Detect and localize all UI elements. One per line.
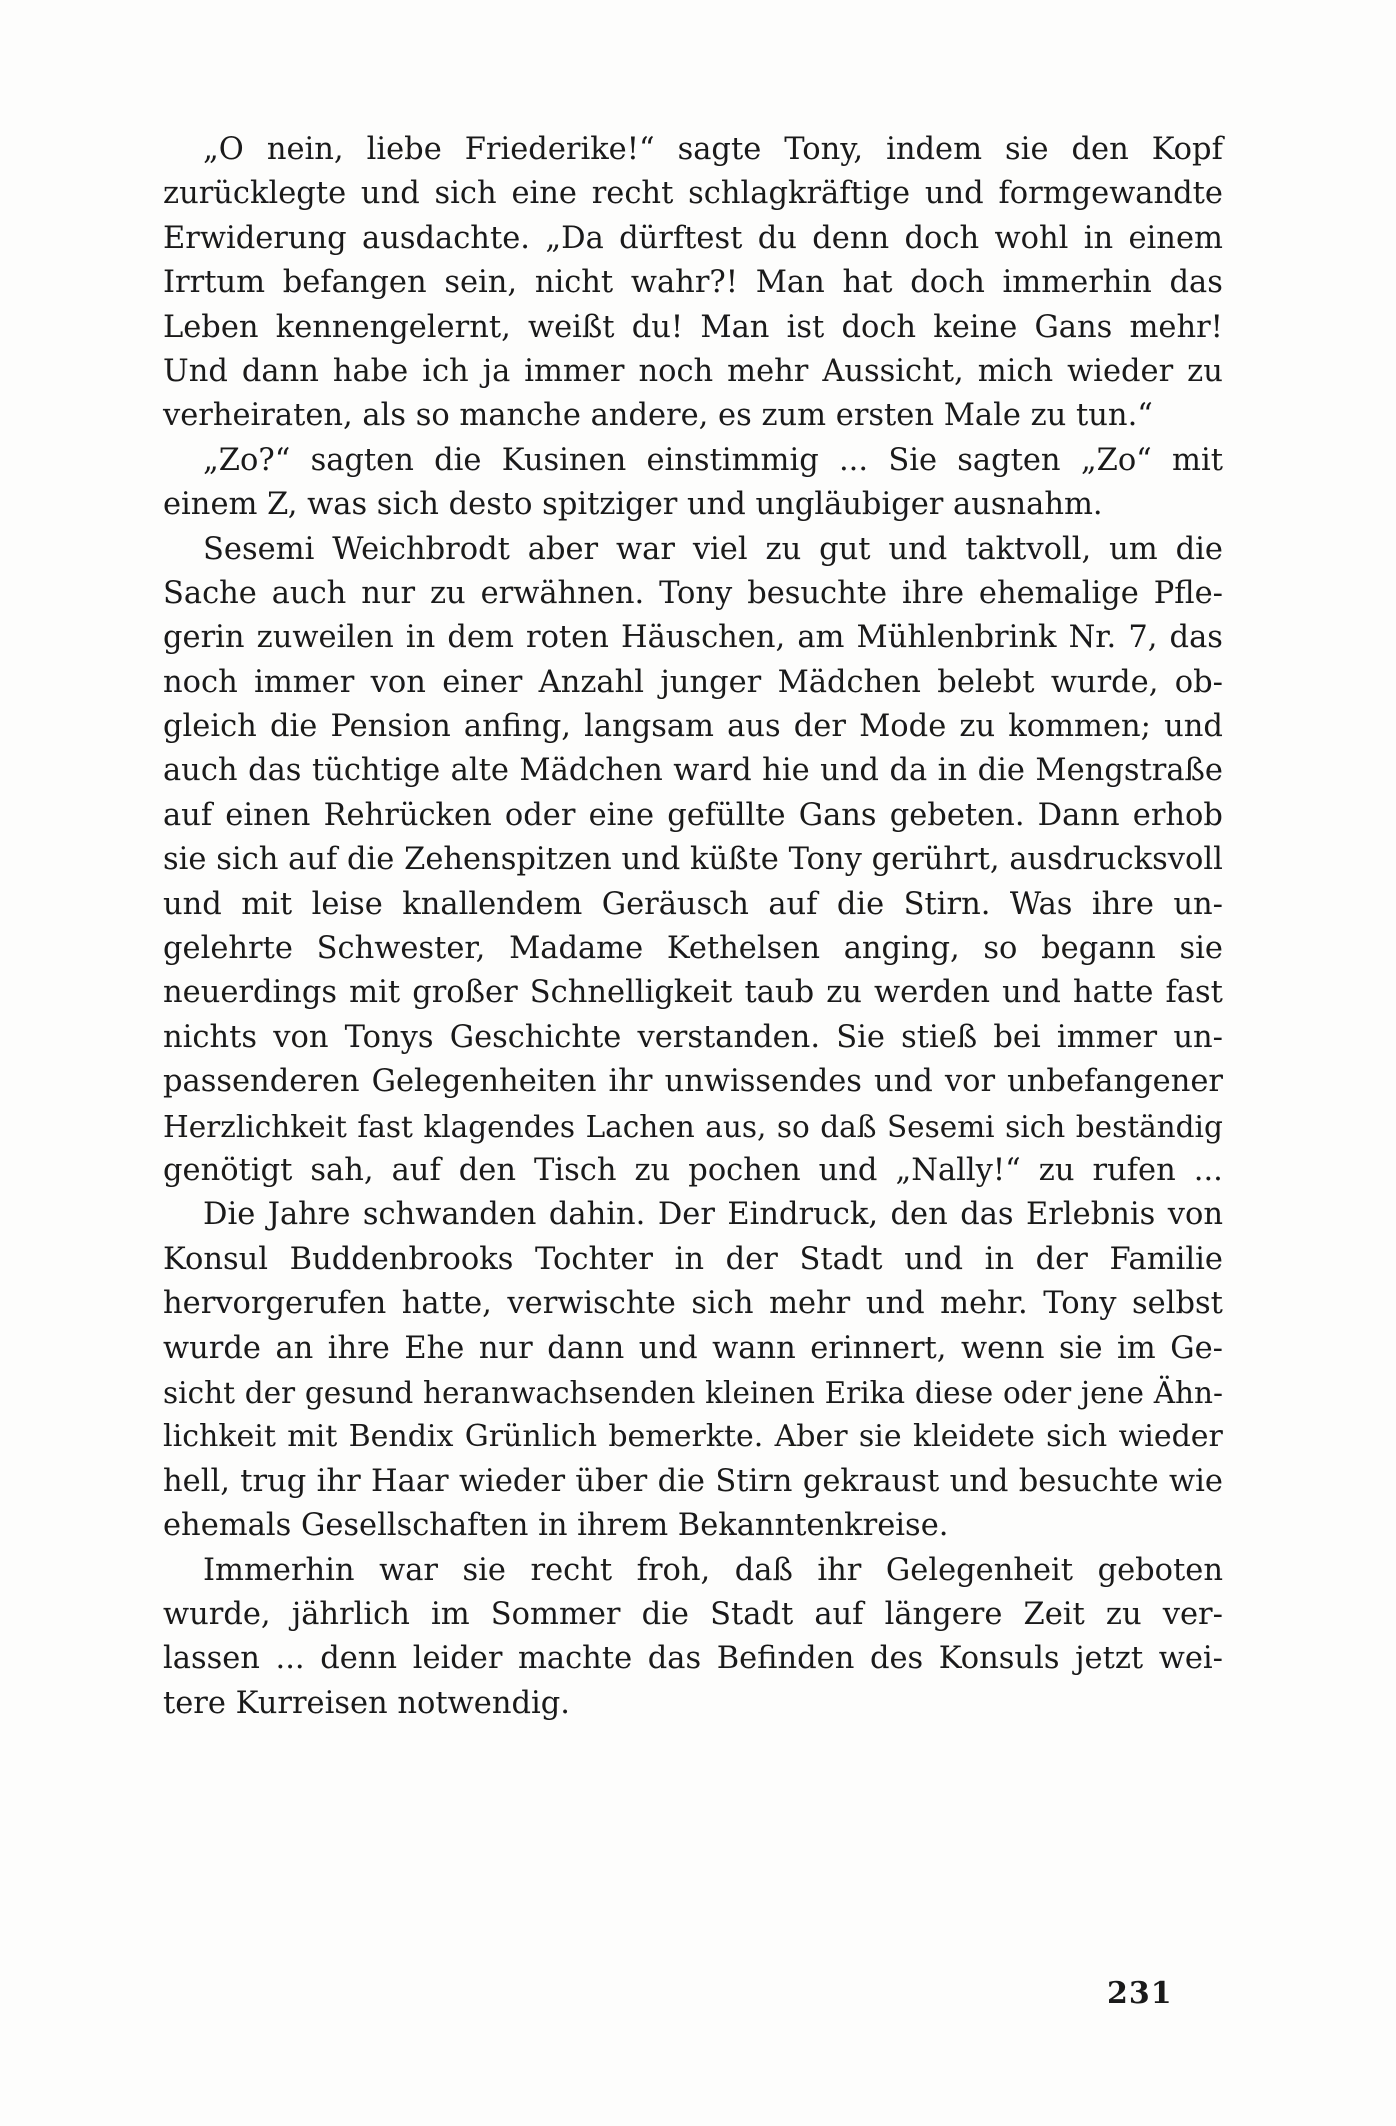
text-line: Sesemi Weichbrodt aber war viel zu gut und taktvoll, um die — [203, 531, 1223, 567]
text-line: Immerhin war sie recht froh, daß ihr Gelegenheit geboten — [203, 1552, 1223, 1588]
text-line: nichts von Tonys Geschichte verstanden. Sie stieß bei immer un- — [163, 1019, 1223, 1055]
text-line: genötigt sah, auf den Tisch zu pochen und „Nally!“ zu rufen ... — [163, 1152, 1223, 1188]
text-line: Und dann habe ich ja immer noch mehr Aussicht, mich wieder zu — [163, 353, 1223, 389]
text-line: passenderen Gelegenheiten ihr unwissendes und vor unbefangener — [163, 1064, 1223, 1100]
text-line: „Zo?“ sagten die Kusinen einstimmig ... Sie sagten „Zo“ mit — [203, 442, 1223, 478]
text-line: zurücklegte und sich eine recht schlagkräftige und formgewandte — [163, 176, 1223, 212]
text-line: „O nein, liebe Friederike!“ sagte Tony, indem sie den Kopf — [203, 132, 1223, 167]
text-line: hervorgerufen hatte, verwischte sich mehr und mehr. Tony selbst — [163, 1286, 1223, 1322]
text-line: tere Kurreisen notwendig. — [163, 1685, 570, 1721]
text-line: auf einen Rehrücken oder eine gefüllte Gans gebeten. Dann erhob — [163, 797, 1223, 833]
text-line: Irrtum befangen sein, nicht wahr?! Man hat doch immerhin das — [163, 265, 1223, 301]
text-line: gerin zuweilen in dem roten Häuschen, am Mühlenbrink Nr. 7, das — [163, 620, 1223, 656]
text-line: noch immer von einer Anzahl junger Mädchen belebt wurde, ob- — [163, 664, 1223, 700]
text-line: einem Z, was sich desto spitziger und ungläubiger ausnahm. — [163, 487, 1103, 523]
body-text — [163, 128, 1223, 1726]
text-line: Konsul Buddenbrooks Tochter in der Stadt und in der Familie — [163, 1241, 1223, 1277]
text-line: hell, trug ihr Haar wieder über die Stirn gekraust und besuchte wie — [163, 1463, 1223, 1499]
text-line: lassen ... denn leider machte das Befinden des Konsuls jetzt wei- — [163, 1641, 1223, 1677]
text-line: lichkeit mit Bendix Grünlich bemerkte. Aber sie kleidete sich wieder — [163, 1419, 1223, 1455]
text-line: Die Jahre schwanden dahin. Der Eindruck, den das Erlebnis von — [203, 1197, 1223, 1233]
text-line: gleich die Pension anfing, langsam aus der Mode zu kommen; und — [163, 709, 1223, 745]
text-line: wurde an ihre Ehe nur dann und wann erinnert, wenn sie im Ge- — [163, 1330, 1223, 1366]
text-line: auch das tüchtige alte Mädchen ward hie und da in die Mengstraße — [163, 753, 1223, 789]
text-line: wurde, jährlich im Sommer die Stadt auf längere Zeit zu ver- — [163, 1596, 1223, 1632]
text-line: verheiraten, als so manche andere, es zum ersten Male zu tun.“ — [163, 398, 1153, 434]
text-line: ehemals Gesellschaften in ihrem Bekanntenkreise. — [163, 1508, 949, 1544]
text-line: sie sich auf die Zehenspitzen und küßte Tony gerührt, ausdrucksvoll — [163, 842, 1223, 878]
text-line: Leben kennengelernt, weißt du! Man ist doch keine Gans mehr! — [163, 309, 1223, 345]
text-line: neuerdings mit großer Schnelligkeit taub zu werden und hatte fast — [163, 975, 1223, 1011]
page-number: 231 — [1107, 1976, 1173, 2011]
text-line: und mit leise knallendem Geräusch auf die Stirn. Was ihre un- — [163, 886, 1223, 922]
text-line: gelehrte Schwester, Madame Kethelsen anging, so begann sie — [163, 931, 1223, 967]
text-line: Sache auch nur zu erwähnen. Tony besuchte ihre ehemalige Pfle- — [163, 575, 1223, 611]
text-line: Erwiderung ausdachte. „Da dürftest du denn doch wohl in einem — [163, 220, 1223, 256]
text-line: sicht der gesund heranwachsenden kleinen Erika diese oder jene Ähn- — [163, 1375, 1223, 1410]
text-line: Herzlichkeit fast klagendes Lachen aus, so daß Sesemi sich beständig — [163, 1109, 1223, 1144]
